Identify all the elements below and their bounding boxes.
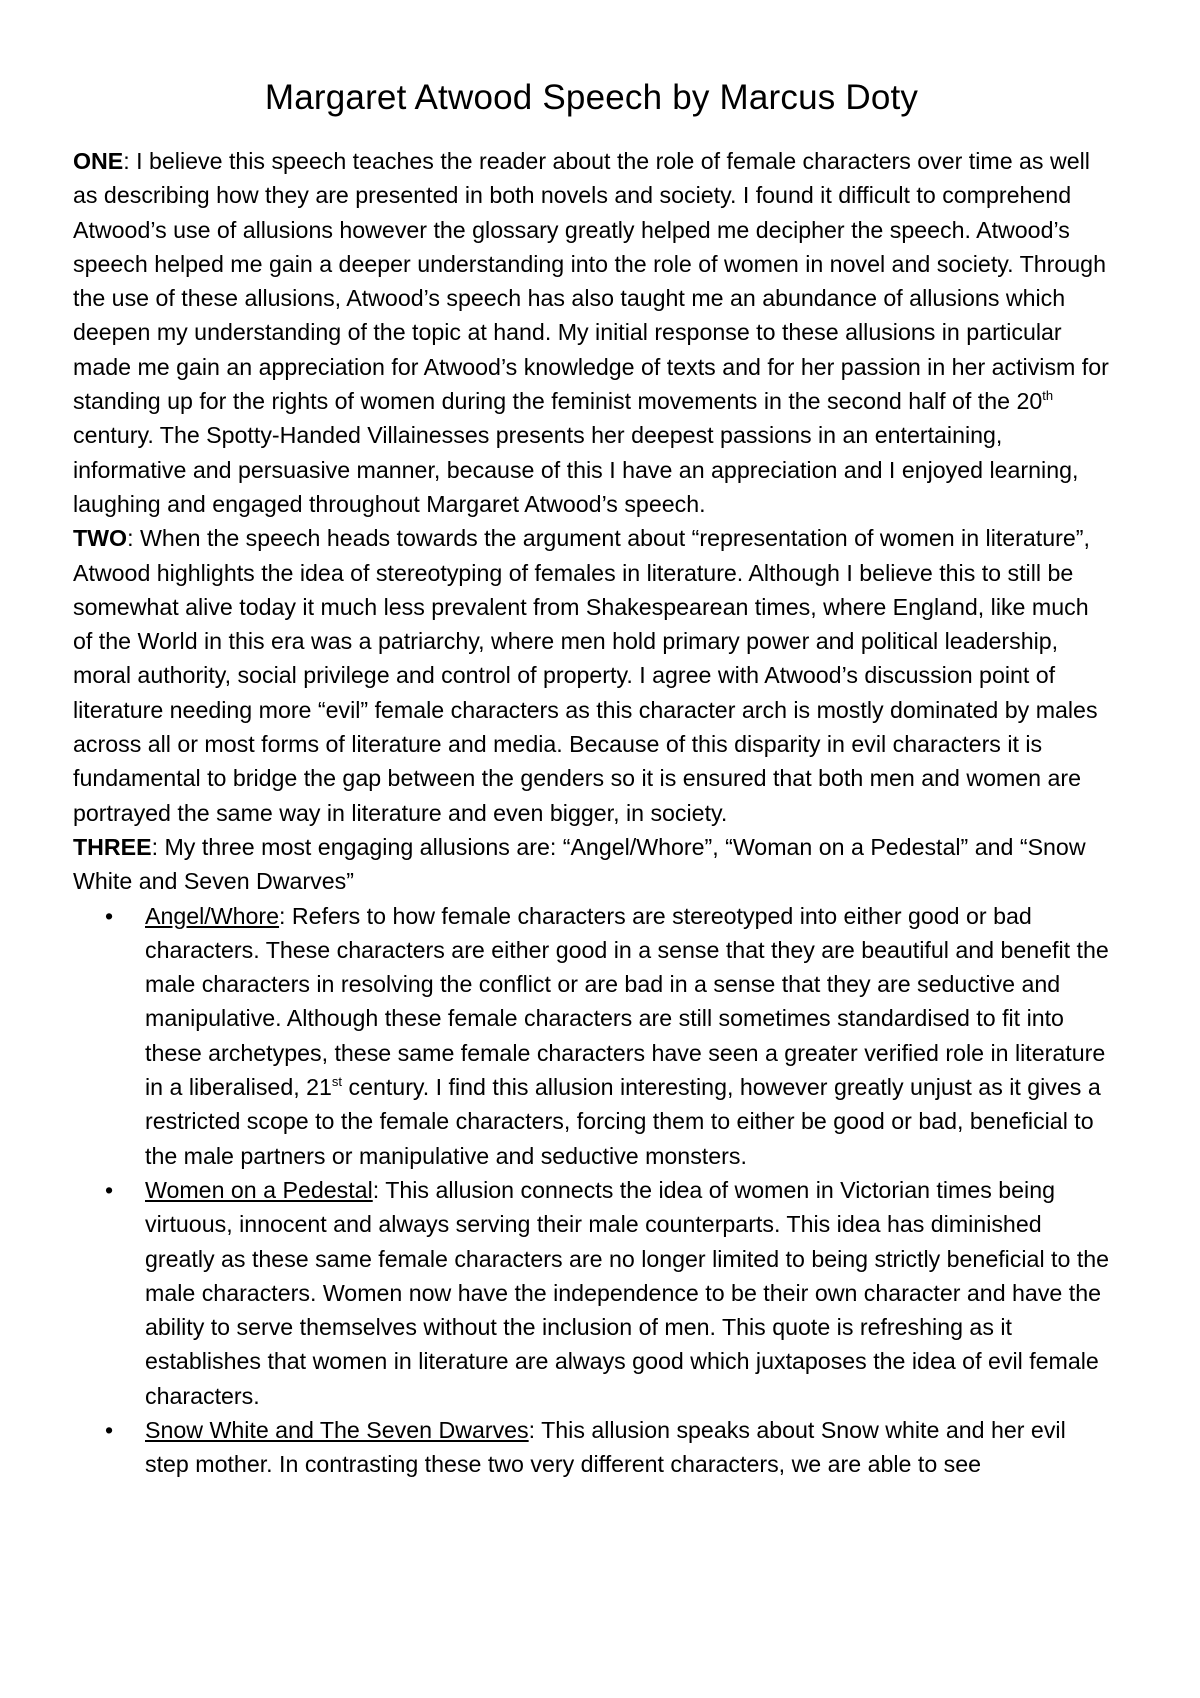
section-three-label: THREE	[73, 833, 152, 860]
section-two-text: : When the speech heads towards the argument about “representation of women in literature”, Atwood highlights the idea of stereotyping of females in literature. Although I believe this to still be somewhat alive today it much less prevalent from Shakespearean times, where England, like much of the World in this era was a patriarchy, where men hold primary power and political leadership, moral authority, social privilege and control of property. I agree with Atwood’s discussion point of literature needing more “evil” female characters as this character arch is mostly dominated by males across all or most forms of literature and media. Because of this disparity in evil characters it is fundamental to bridge the gap between the genders so it is ensured that both men and women are portrayed the same way in literature and even bigger, in society.	[73, 525, 1098, 826]
section-one-label: ONE	[73, 148, 124, 174]
section-three-text: : My three most engaging allusions are: “Angel/Whore”, “Woman on a Pedestal” and “Snow White and Seven Dwarves”	[73, 833, 1086, 895]
document-title: Margaret Atwood Speech by Marcus Doty	[264, 78, 919, 117]
section-two-label: TWO	[73, 525, 128, 552]
allusion-text: : This allusion connects the idea of women in Victorian times being virtuous, innocent and always serving their male counterparts. This idea has diminished greatly as these same female characters are no longer limited to being strictly beneficial to the male characters. Women now have the independence to be their own character and have the ability to serve themselves without the inclusion of men. This quote is refreshing as it establishes that women in literature are always good which juxtaposes the idea of evil female characters.	[145, 1176, 1110, 1409]
allusion-list	[73, 899, 1110, 1482]
section-one-superscript: th	[1042, 388, 1054, 404]
section-three	[73, 830, 1110, 899]
list-item	[105, 1413, 1110, 1482]
section-one-text-end: century. The Spotty-Handed Villainesses presents her deepest passions in an entertaining, informative and persuasive manner, because of this I have an appreciation and I enjoyed learning, laughing and engaged throughout Margaret Atwood’s speech.	[73, 422, 1079, 517]
allusion-superscript: st	[331, 1074, 343, 1090]
list-item	[105, 1173, 1110, 1413]
allusion-term: Angel/Whore	[145, 902, 280, 929]
section-one-text: : I believe this speech teaches the reader about the role of female characters over time as well as describing how they are presented in both novels and society. I found it difficult to comprehend Atwood’s use of allusions however the glossary greatly helped me decipher the speech. Atwood’s speech helped me gain a deeper understanding into the role of women in novel and society. Through the use of these allusions, Atwood’s speech has also taught me an abundance of allusions which deepen my understanding of the topic at hand. My initial response to these allusions in particular made me gain an appreciation for Atwood’s knowledge of texts and for her passion in her activism for standing up for the rights of women during the feminist movements in the second half of the 20	[73, 148, 1109, 415]
allusion-text: : Refers to how female characters are stereotyped into either good or bad characters. These characters are either good in a sense that they are beautiful and benefit the male characters in resolving the conflict or are bad in a sense that they are seductive and manipulative. Although these female characters are still sometimes standardised to fit into these archetypes, these same female characters have seen a greater verified role in literature in a liberalised, 21	[145, 902, 1109, 1101]
bullet-marker: •	[105, 1416, 114, 1443]
allusion-term: Snow White and The Seven Dwarves	[145, 1416, 529, 1443]
allusion-text-end: century. I find this allusion interesting, however greatly unjust as it gives a restricted scope to the female characters, forcing them to either be good or bad, beneficial to the male partners or manipulative and seductive monsters.	[145, 1074, 1101, 1169]
allusion-term: Women on a Pedestal	[145, 1176, 373, 1203]
section-two	[73, 521, 1110, 830]
list-item	[105, 899, 1110, 1173]
bullet-marker: •	[105, 1176, 114, 1203]
bullet-marker: •	[105, 902, 114, 929]
allusion-text: : This allusion speaks about Snow white and her evil step mother. In contrasting these two very different characters, we are able to see	[145, 1416, 1066, 1478]
section-one	[73, 144, 1110, 521]
